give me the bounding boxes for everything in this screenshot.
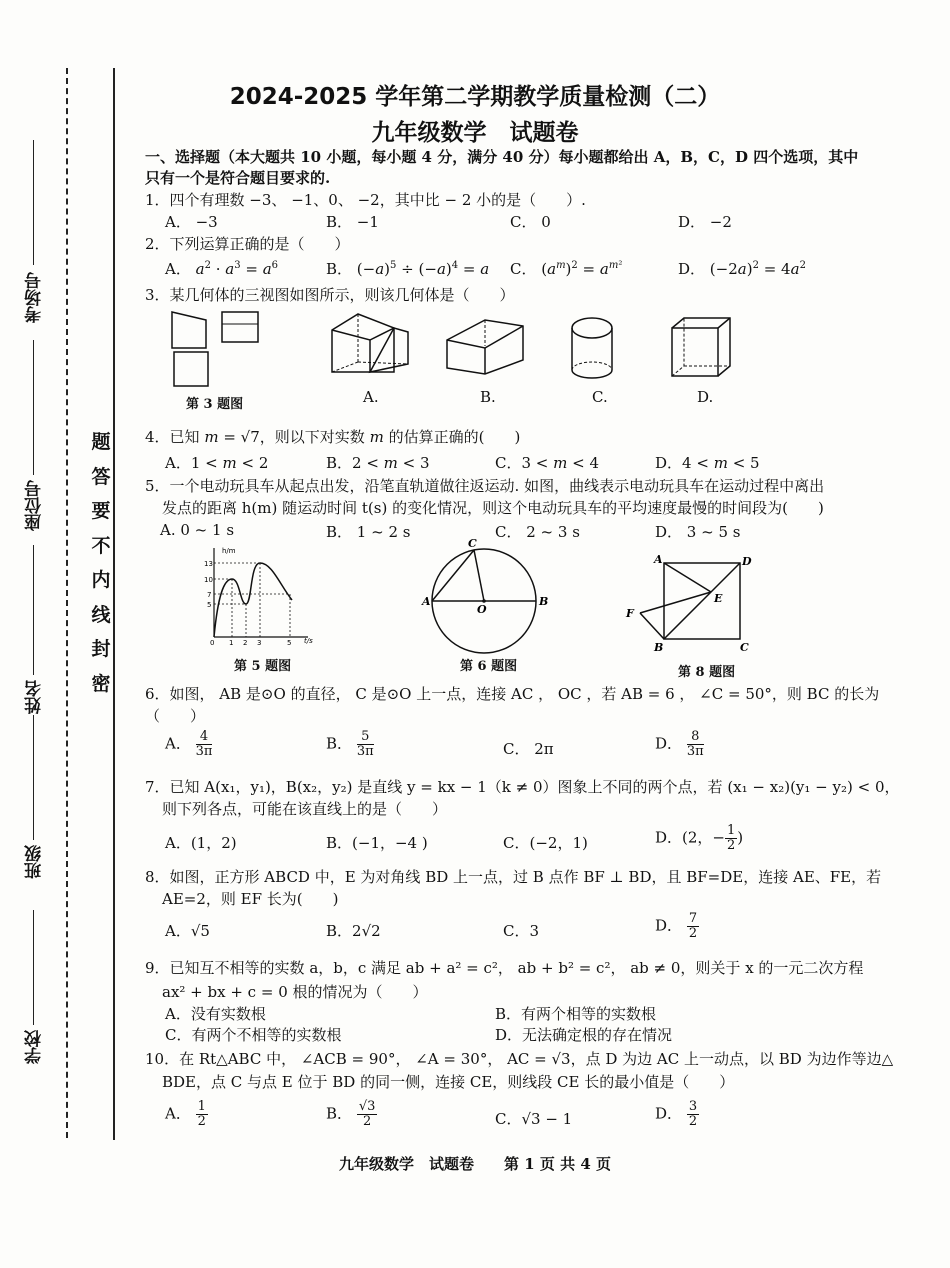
q8-point-e: E	[714, 592, 723, 605]
q5-ytick-10: 10	[204, 576, 213, 584]
field-exam-room-line	[33, 140, 34, 265]
field-exam-room: 考场号	[25, 272, 45, 323]
q6-fig-caption: 第 6 题图	[460, 659, 518, 674]
field-school-line	[33, 910, 34, 1025]
q6-point-c: C	[468, 537, 477, 550]
q5-option-d: D． 3 ~ 5 s	[655, 523, 741, 541]
q8-point-a: A	[654, 553, 663, 566]
q5-xtick-3: 3	[257, 639, 262, 647]
q3-label-b: B.	[480, 388, 496, 406]
q8-point-b: B	[654, 641, 664, 654]
q10-option-b: B． $\frac{√3}{2}$	[326, 1099, 376, 1129]
q8-line1: 8．如图，正方形 ABCD 中，E 为对角线 BD 上一点，过 B 点作 BF ⊥ BD，且 BF=DE，连接 AE、FE，若	[145, 868, 882, 886]
q2-option-a: A． $a^2 \cdot a^3 = a^6$	[165, 260, 279, 278]
q5-line1: 5．一个电动玩具车从起点出发，沿笔直轨道做往返运动. 如图，曲线表示电动玩具车在运动过程中离出	[145, 477, 825, 495]
q7-line1: 7．已知 A(x₁，y₁)，B(x₂，y₂) 是直线 y = kx − 1（k ≠ 0）图象上不同的两个点，若 (x₁ − x₂)(y₁ − y₂) < 0，	[145, 778, 900, 796]
q5-xtick-0: 0	[210, 639, 215, 647]
field-name-line	[33, 545, 34, 675]
q3-option-d-solid	[670, 316, 734, 380]
q7-option-c: C．(−2，1)	[503, 834, 588, 852]
exam-subtitle: 九年级数学 试题卷	[371, 119, 579, 146]
q3-option-c-solid	[570, 316, 620, 380]
q9-option-b: B．有两个相等的实数根	[495, 1005, 657, 1023]
q1-option-c: C． 0	[510, 213, 551, 231]
q9-option-d: D．无法确定根的存在情况	[495, 1026, 673, 1044]
q7-option-a: A．(1，2)	[165, 834, 237, 852]
q8-point-f: F	[626, 607, 634, 620]
q4-option-b: B．2 < m < 3	[326, 454, 430, 472]
q5-ytick-13: 13	[204, 560, 213, 568]
q2-stem: 2．下列运算正确的是（ ）	[145, 235, 350, 253]
q9-option-a: A．没有实数根	[165, 1005, 266, 1023]
q3-three-view-figure	[170, 310, 265, 390]
q7-option-d: D．(2，− $\frac{1}{2}$ )	[655, 823, 744, 853]
field-class: 班级	[25, 845, 45, 879]
q6-point-b: B	[539, 595, 549, 608]
q5-ylabel: h/m	[222, 547, 236, 555]
section-heading-2: 只有一个是符合题目要求的.	[145, 169, 331, 187]
q10-line2: BDE，点 C 与点 E 位于 BD 的同一侧，连接 CE，则线段 CE 长的最小值是（ ）	[162, 1073, 735, 1091]
page-footer: 九年级数学 试题卷 第 1 页 共 4 页	[339, 1155, 611, 1173]
exam-title: 2024-2025 学年第二学期教学质量检测（二）	[229, 84, 721, 110]
q1-option-a: A． −3	[165, 213, 218, 231]
q7-line2: 则下列各点，可能在该直线上的是（ ）	[162, 800, 448, 818]
q1-option-d: D． −2	[678, 213, 732, 231]
q10-option-a: A． $\frac{1}{2}$	[165, 1099, 206, 1129]
q5-option-b: B． 1 ~ 2 s	[326, 523, 411, 541]
q3-option-b-solid	[445, 316, 527, 378]
q6-option-a: A． $\frac{4}{3\pi}$	[165, 729, 213, 759]
binding-dashed-line	[66, 68, 68, 1138]
q8-option-d: D． $\frac{7}{2}$	[655, 911, 698, 941]
field-name: 姓名	[25, 680, 45, 714]
q8-fig-caption: 第 8 题图	[678, 665, 736, 680]
section-heading: 一、选择题（本大题共 10 小题，每小题 4 分，满分 40 分）每小题都给出 A，B，C，D 四个选项，其中	[145, 148, 859, 166]
q5-line2: 发点的距离 h(m) 随运动时间 t(s) 的变化情况，则这个电动玩具车的平均速度最慢的时间段为( )	[162, 499, 824, 517]
q5-option-a: A. 0 ~ 1 s	[160, 521, 235, 539]
q4-option-c: C．3 < m < 4	[495, 454, 600, 472]
q6-point-a: A	[422, 595, 431, 608]
q1-option-b: B． −1	[326, 213, 379, 231]
q1-stem: 1．四个有理数 −3、 −1、0、 −2，其中比 − 2 小的是（ ）.	[145, 191, 586, 209]
q3-label-d: D.	[697, 388, 714, 406]
q2-option-c: C． $(a^m)^2 = a^{m^2}$	[510, 260, 623, 278]
field-seat-line	[33, 340, 34, 475]
q2-option-d: D． $(-2a)^2 = 4a^2$	[678, 260, 806, 278]
q5-ytick-7: 7	[207, 591, 212, 599]
q4-option-d: D．4 < m < 5	[655, 454, 760, 472]
q6-option-c: C． 2π	[503, 740, 554, 758]
q10-line1: 10．在 Rt△ABC 中， ∠ACB = 90°， ∠A = 30°， AC = √3，点 D 为边 AC 上一动点，以 BD 为边作等边△	[145, 1050, 894, 1068]
q3-stem: 3．某几何体的三视图如图所示，则该几何体是（ ）	[145, 286, 515, 304]
q9-line2: ax² + bx + c = 0 根的情况为（ ）	[162, 983, 428, 1001]
q3-fig-caption: 第 3 题图	[186, 397, 244, 412]
q9-option-c: C．有两个不相等的实数根	[165, 1026, 342, 1044]
q6-line1: 6．如图， AB 是⊙O 的直径， C 是⊙O 上一点，连接 AC ， OC ，若 AB = 6 ， ∠C = 50°，则 BC 的长为	[145, 685, 880, 703]
q5-xtick-5: 5	[287, 639, 292, 647]
q6-line2: （ ）	[145, 707, 206, 725]
q6-option-d: D． $\frac{8}{3\pi}$	[655, 729, 704, 759]
field-class-line	[33, 715, 34, 840]
seal-warning-text: 题 答 要 不 内 线 封 密	[91, 431, 111, 695]
q8-option-b: B．2√2	[326, 922, 381, 940]
q7-option-b: B．(−1，−4 )	[326, 834, 428, 852]
q3-label-c: C.	[592, 388, 608, 406]
q5-fig-caption: 第 5 题图	[234, 659, 292, 674]
q5-xtick-2: 2	[243, 639, 248, 647]
q8-option-c: C．3	[503, 922, 540, 940]
q8-square-figure	[620, 553, 760, 653]
field-seat: 座位号	[25, 480, 45, 531]
q8-point-c: C	[740, 641, 749, 654]
q4-option-a: A．1 < m < 2	[165, 454, 269, 472]
q10-option-c: C．√3 − 1	[495, 1110, 573, 1128]
q2-option-b: B． $(-a)^5 \div (-a)^4 = a$	[326, 260, 490, 278]
q4-stem: 4．已知 m = √7，则以下对实数 m 的估算正确的( )	[145, 428, 521, 446]
q9-line1: 9．已知互不相等的实数 a，b，c 满足 ab + a² = c²， ab + b² = c²， ab ≠ 0，则关于 x 的一元二次方程	[145, 959, 864, 977]
q8-option-a: A．√5	[165, 922, 210, 940]
q3-label-a: A.	[363, 388, 379, 406]
q10-option-d: D． $\frac{3}{2}$	[655, 1099, 698, 1129]
q5-distance-time-graph	[200, 545, 320, 645]
q5-xtick-1: 1	[229, 639, 234, 647]
q5-ytick-5: 5	[207, 601, 212, 609]
q8-line2: AE=2，则 EF 长为( )	[162, 890, 339, 908]
q8-point-d: D	[742, 555, 752, 568]
field-school: 学校	[25, 1030, 45, 1064]
q3-option-a-solid	[330, 312, 412, 380]
q6-circle-figure	[422, 537, 552, 659]
q5-xlabel: t/s	[304, 637, 313, 645]
q5-option-c: C． 2 ~ 3 s	[495, 523, 580, 541]
q6-point-o: O	[477, 603, 487, 616]
q6-option-b: B． $\frac{5}{3\pi}$	[326, 729, 374, 759]
